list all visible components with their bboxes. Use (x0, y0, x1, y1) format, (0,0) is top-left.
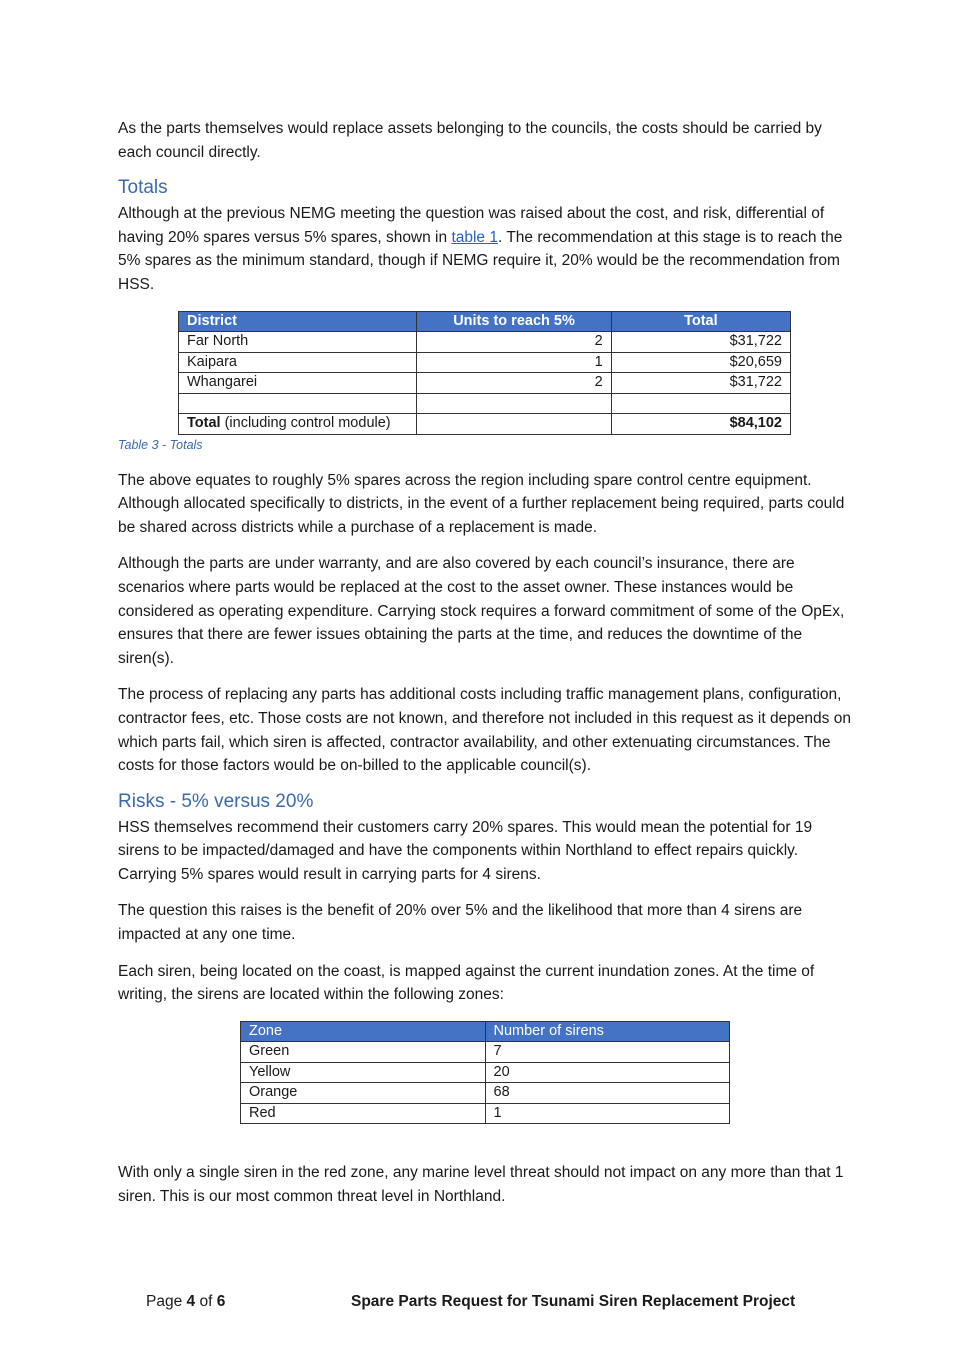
zone-cell: Orange (241, 1083, 486, 1104)
total-cell (611, 393, 790, 414)
table-caption: Table 3 - Totals (118, 437, 203, 452)
total-cell: $31,722 (611, 373, 790, 394)
totals-text-b: . The recommendation at this stage is to reach the 5% spares as the minimum standard, though if NEMG require it, 20% would be the recommendation from HSS. (118, 228, 843, 293)
totals-heading: Totals (118, 177, 168, 199)
units-cell: 2 (417, 373, 611, 394)
page-total: 6 (216, 1293, 226, 1310)
body-paragraph: The process of replacing any parts has additional costs including traffic management plans, configuration, contractor fees, etc. Those costs are not known, and therefore not included in this request as it depends on which parts fail, which siren is affected, contractor availability, and other extenuating circumstances. The costs for those factors would be on-billed to the applicable council(s). (118, 686, 851, 775)
intro-paragraph: As the parts themselves would replace assets belonging to the councils, the costs should be carried by each council directly. (118, 120, 822, 161)
page-current: 4 (186, 1293, 196, 1310)
units-cell: 1 (417, 352, 611, 373)
header-zone: Zone (241, 1021, 486, 1042)
total-cell: $31,722 (611, 332, 790, 353)
page-content (118, 117, 853, 1209)
header-number-of-sirens: Number of sirens (485, 1021, 730, 1042)
totals-paragraph (118, 202, 853, 296)
siren-count-cell: 68 (485, 1083, 730, 1104)
total-cell: $20,659 (611, 352, 790, 373)
table-row (241, 1042, 730, 1063)
table-row (241, 1083, 730, 1104)
totals-text-a: Although at the previous NEMG meeting the question was raised about the cost, and risk, differential of having 20% spares versus 5% spares, shown in (118, 205, 825, 246)
closing-paragraph: With only a single siren in the red zone, any marine level threat should not impact on any more than that 1 siren. This is our most common threat level in Northland. (118, 1164, 844, 1205)
risks-paragraph: The question this raises is the benefit of 20% over 5% and the likelihood that more than 4 sirens are impacted at any one time. (118, 902, 803, 944)
units-cell (417, 393, 611, 414)
zone-cell: Yellow (241, 1062, 486, 1083)
header-district: District (179, 311, 417, 332)
header-units: Units to reach 5% (417, 311, 611, 332)
totals-table (178, 311, 791, 435)
body-paragraph: Although the parts are under warranty, and are also covered by each council’s insurance, there are scenarios where parts would be replaced at the cost to the asset owner. These instances would be considered as operating expenditure. Carrying stock requires a forward commitment of some of the OpEx, ensures that there are fewer issues obtaining the parts at the time, and reduces the downtime of the siren(s). (118, 555, 845, 667)
grand-total-cell (611, 414, 790, 435)
zones-table-header (241, 1021, 730, 1042)
table-row (179, 332, 791, 353)
page-word: Page (146, 1293, 187, 1310)
total-units-cell (417, 414, 611, 435)
page-number (146, 1292, 225, 1312)
total-label-rest: (including control module) (220, 415, 391, 432)
of-word: of (195, 1293, 217, 1310)
total-label-bold: Total (187, 415, 221, 432)
siren-count-cell: 1 (485, 1103, 730, 1124)
table-1-link[interactable]: table 1 (451, 228, 498, 246)
district-cell: Kaipara (179, 352, 417, 373)
zone-cell: Red (241, 1103, 486, 1124)
table-row-empty (179, 393, 791, 414)
zone-cell: Green (241, 1042, 486, 1063)
total-label-cell (179, 414, 417, 435)
siren-count-cell: 20 (485, 1062, 730, 1083)
grand-total-value: $84,102 (729, 415, 782, 432)
table-row (241, 1103, 730, 1124)
table-total-row (179, 414, 791, 435)
siren-count-cell: 7 (485, 1042, 730, 1063)
risks-paragraph: Each siren, being located on the coast, is mapped against the current inundation zones. At the time of writing, the sirens are located within the following zones: (118, 962, 815, 1004)
risks-paragraph: HSS themselves recommend their customers carry 20% spares. This would mean the potential for 19 sirens to be impacted/damaged and have the components within Northland to effect repairs quickly. Carrying 5% spares would result in carrying parts for 4 sirens. (118, 818, 813, 883)
totals-table-header (179, 311, 791, 332)
header-total: Total (611, 311, 790, 332)
body-paragraph: The above equates to roughly 5% spares across the region including spare control centre equipment. Although allocated specifically to districts, in the event of a further replacement being required, parts could be shared across districts while a purchase of a replacement is made. (118, 471, 845, 536)
district-cell (179, 393, 417, 414)
zones-table (240, 1021, 730, 1125)
risks-heading: Risks - 5% versus 20% (118, 790, 314, 812)
district-cell: Far North (179, 332, 417, 353)
units-cell: 2 (417, 332, 611, 353)
footer-document-title: Spare Parts Request for Tsunami Siren Replacement Project (351, 1293, 796, 1310)
table-row (241, 1062, 730, 1083)
table-row (179, 373, 791, 394)
table-row (179, 352, 791, 373)
district-cell: Whangarei (179, 373, 417, 394)
